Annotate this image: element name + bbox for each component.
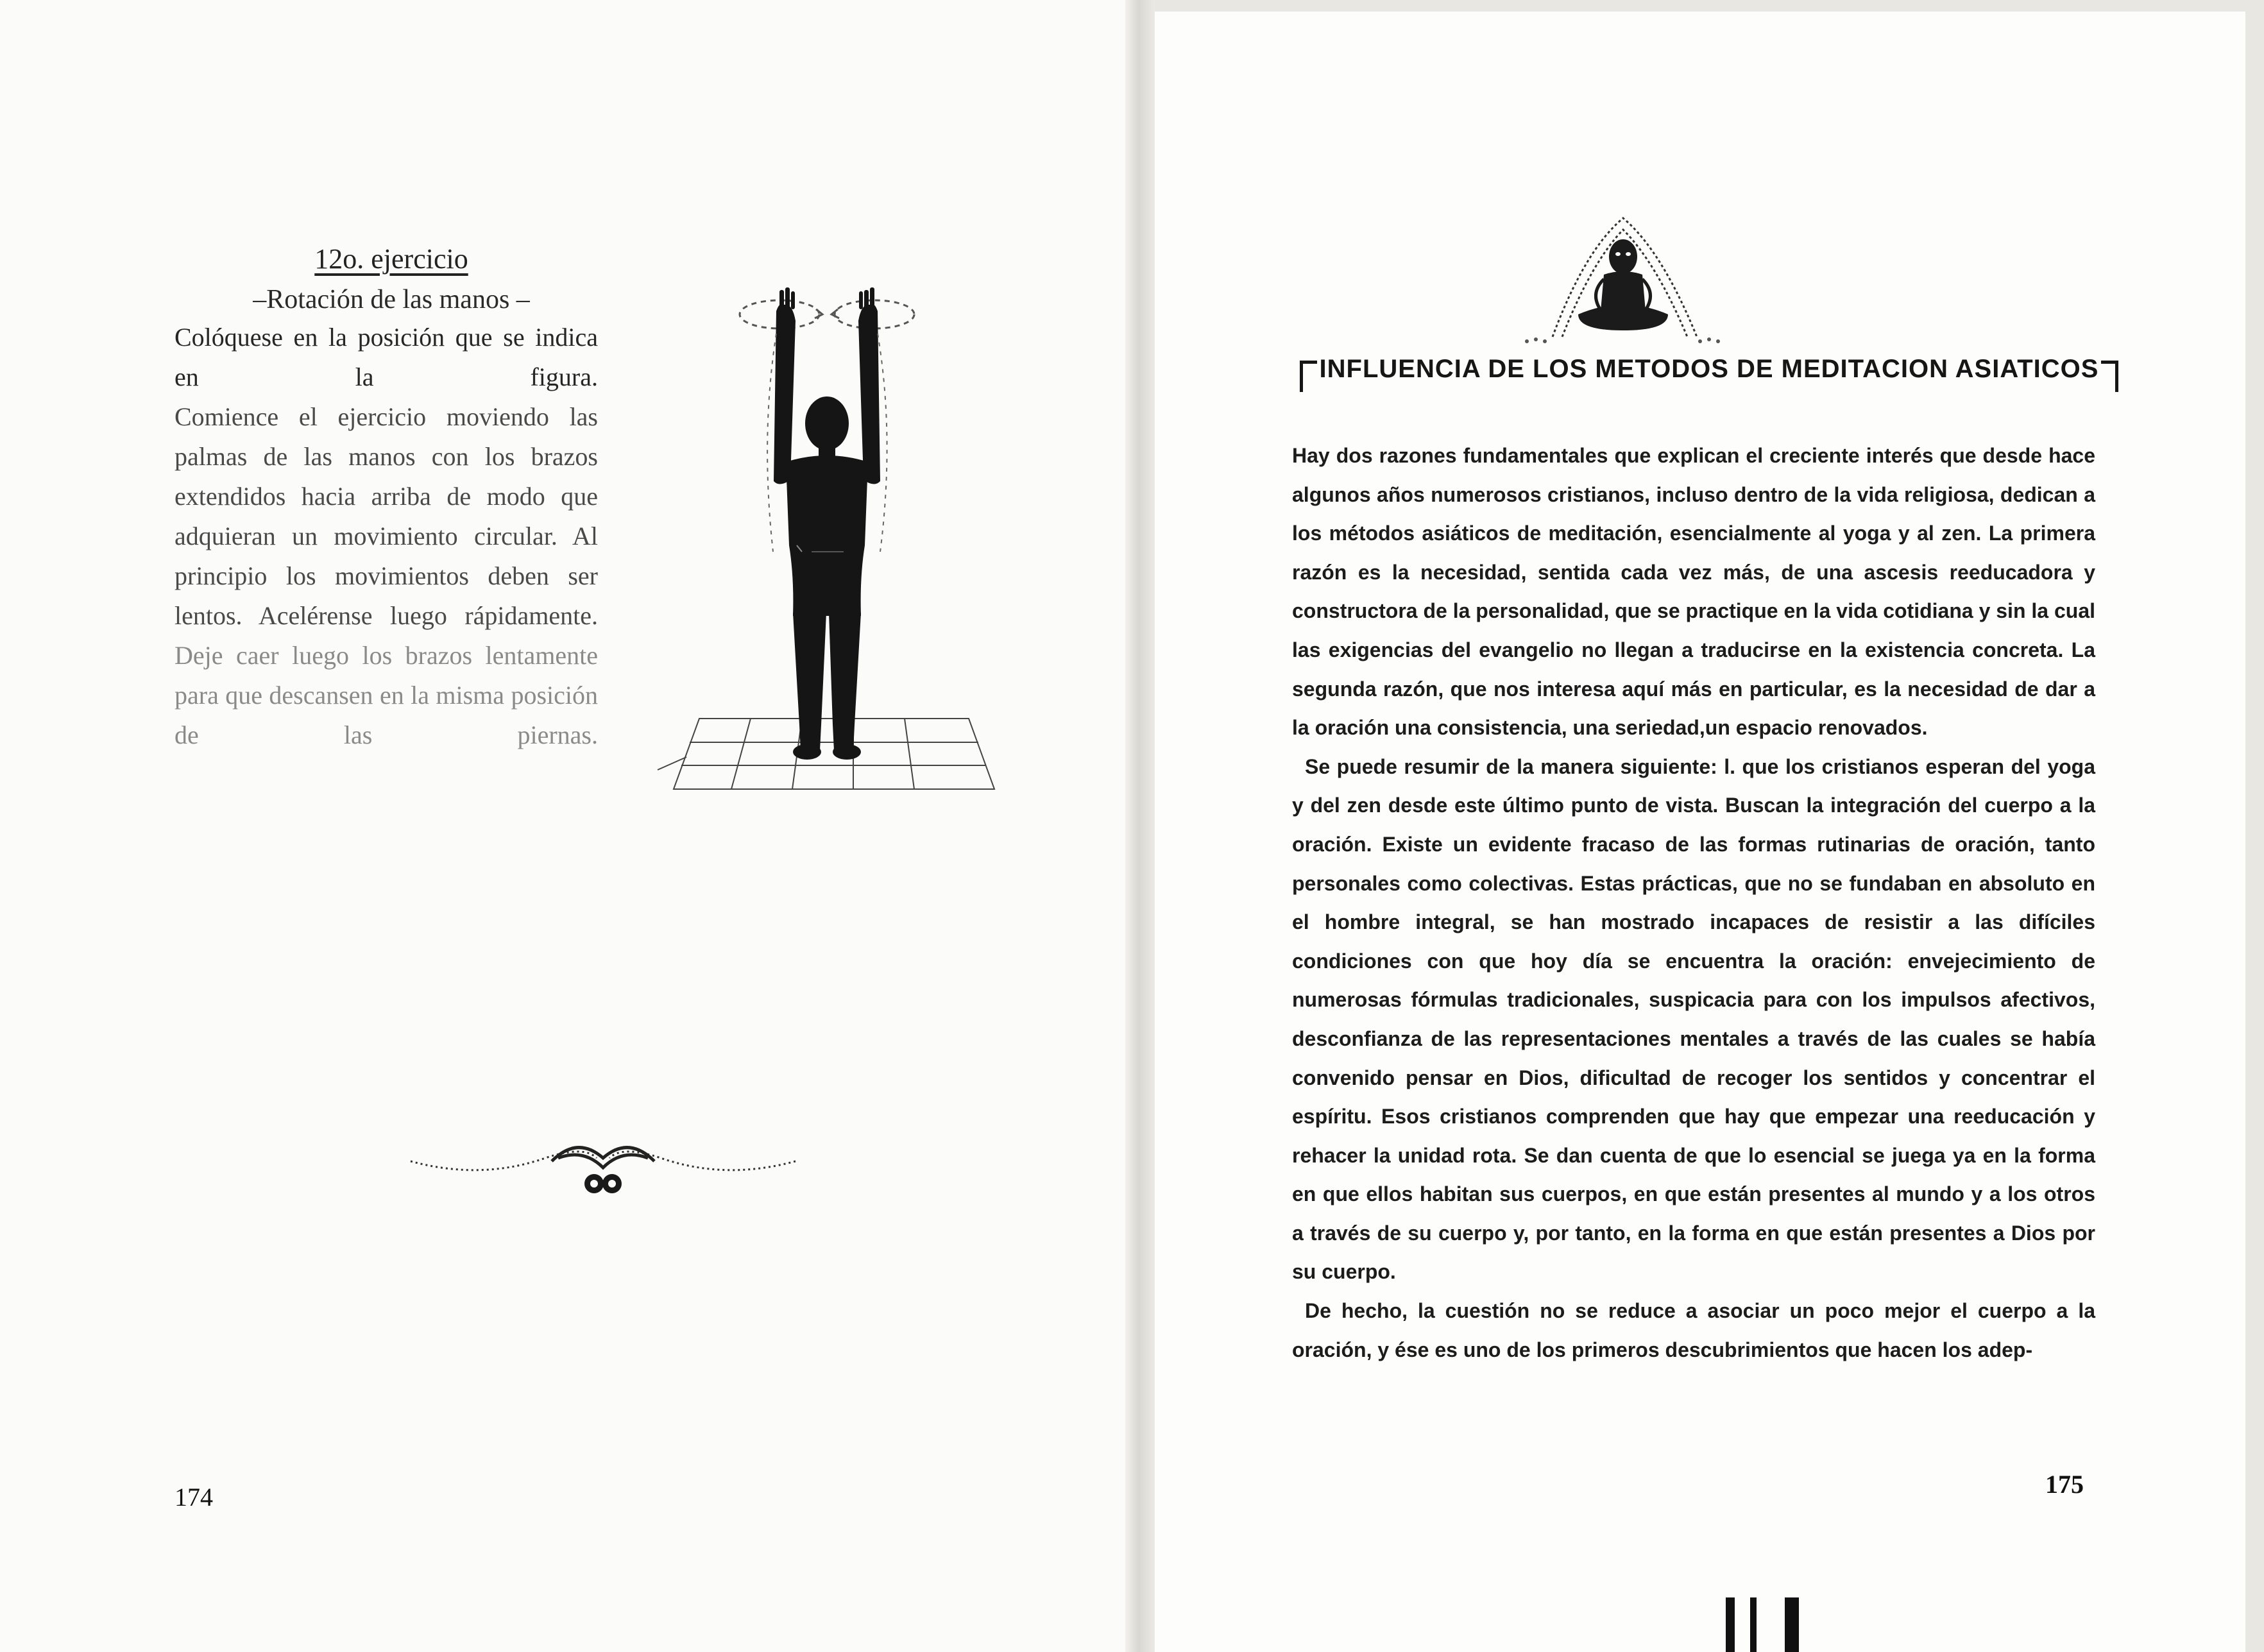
- left-page: [0, 0, 1125, 1652]
- exercise-text: [174, 318, 598, 755]
- chapter-heading: [1300, 352, 2118, 386]
- body-paragraph-1: Hay dos razones fundamentales que explican el creciente interés que desde hace algunos años numerosos cristianos, incluso dentro de la vida religiosa, dedican a los métodos asiáticos de meditación, esencialmente al yoga y al zen. La primera razón es la necesidad, sentida cada vez más, de una ascesis reeducadora y constructora de la personalidad, que se practique en la vida cotidiana y sin la cual las exigencias del evangelio no llegan a traducirse en la existencia concreta. La segunda razón, que nos interesa aquí más en particular, es la necesidad de dar a la oración una consistencia, una seriedad,un espacio renovados.: [1292, 444, 2095, 740]
- exercise-subtitle: –Rotación de las manos –: [253, 285, 530, 314]
- exercise-paragraph-3: Deje caer luego los brazos lentamente para que descansen en la misma posición de las piernas.: [174, 641, 598, 749]
- page-number-right: 175: [2045, 1470, 2084, 1499]
- page-number-left: 174: [174, 1483, 213, 1511]
- chapter-body-text: [1292, 436, 2095, 1369]
- heading-bracket-left: [1300, 361, 1317, 392]
- heading-bracket-right: [2101, 361, 2118, 392]
- exercise-paragraph-2: Comience el ejercicio moviendo las palmas de las manos con los brazos extendidos hacia arriba de modo que adquieran un movimiento circular. Al principio los movimientos deben ser lentos. Acelérense luego rápidamente.: [174, 402, 598, 630]
- meditating-figure-emblem-icon: [1514, 199, 1732, 353]
- exercise-title: 12o. ejercicio: [314, 243, 468, 275]
- exercise-paragraph-1: Colóquese en la posición que se indica en la figura.: [174, 323, 598, 391]
- body-paragraph-2: Se puede resumir de la manera siguiente: l. que los cristianos esperan del yoga y del zen desde este último punto de vista. Buscan la integración del cuerpo a la oración. Existe un evidente fracaso de las formas rutinarias de oración, tanto personales como colectivas. Estas prácticas, que no se fundaban en absoluto en el hombre integral, se han mostrado incapaces de resistir a las difíciles condiciones con que hoy día se encuentra la oración: envejecimiento de numerosas fórmulas tradicionales, suspicacia para con los impulsos afectivos, desconfianza de las representaciones mentales a través de las cuales se había convenido pensar en Dios, dificultad de recoger los sentidos y concentrar el espíritu. Esos cristianos comprenden que hay que empezar una reeducación y rehacer la unidad rota. Se dan cuenta de que lo esencial se juega ya en la forma en que ellos habitan sus cuerpos, en que están presentes al mundo y a los otros a través de su cuerpo y, por tanto, en la forma en que están presentes a Dios por su cuerpo.: [1292, 754, 2095, 1284]
- standing-figure-arms-raised-icon: [648, 276, 1007, 802]
- decorative-knot-ornament-icon: [404, 1123, 802, 1213]
- page-edge-marks: [1726, 1597, 1803, 1652]
- book-gutter: [1125, 0, 1155, 1652]
- chapter-heading-text: INFLUENCIA DE LOS METODOS DE MEDITACION ASIATICOS: [1319, 355, 2099, 383]
- body-paragraph-3: De hecho, la cuestión no se reduce a asociar un poco mejor el cuerpo a la oración, y ése es uno de los primeros descubrimientos que hacen los adep-: [1292, 1299, 2095, 1361]
